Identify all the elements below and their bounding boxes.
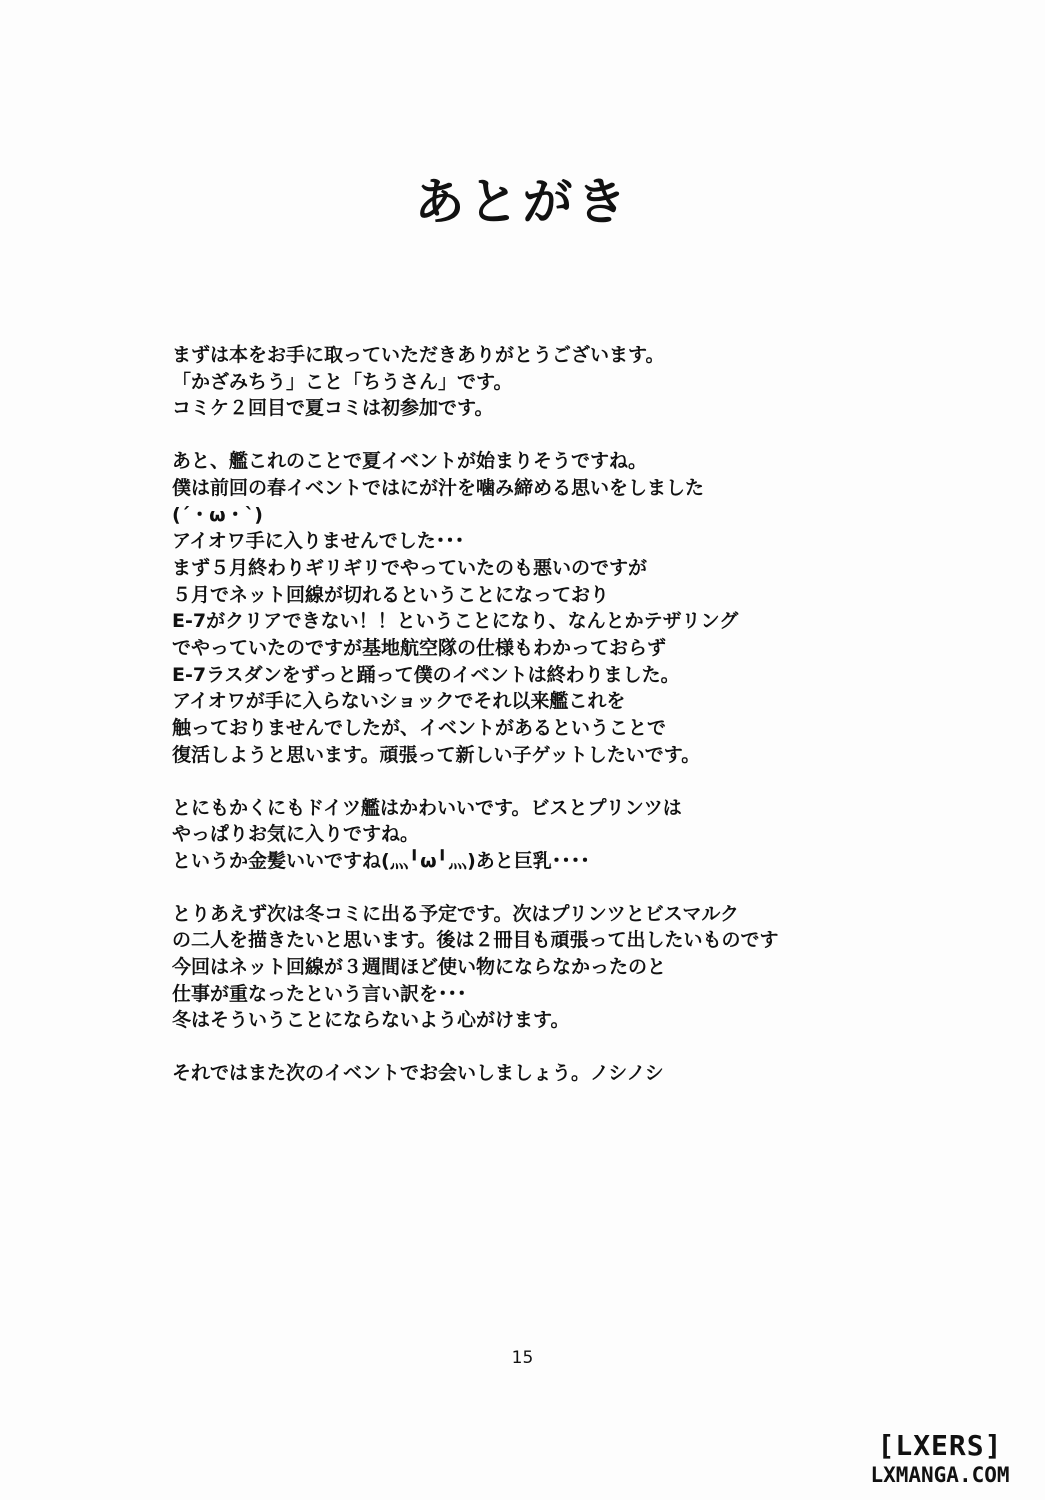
text-line: 冬はそういうことにならないよう心がけます。 <box>172 1009 570 1032</box>
paragraph-next-plans <box>172 901 872 1035</box>
text-line: E-7がクリアできない！！ということになり、なんとかテザリング <box>172 610 739 633</box>
text-line: というか金髪いいですね(灬╹ω╹灬)あと巨乳････ <box>172 849 590 872</box>
text-line: 「かざみちう」こと「ちうさん」です。 <box>172 370 513 393</box>
text-line: ５月でネット回線が切れるということになっており <box>172 583 610 606</box>
text-line: 今回はネット回線が３週間ほど使い物にならなかったのと <box>172 956 667 979</box>
text-line: まず５月終わりギリギリでやっていたのも悪いのですが <box>172 556 648 579</box>
paragraph-event <box>172 448 872 768</box>
watermark-url: LXMANGA.COM <box>870 1463 1010 1487</box>
text-line: アイオワが手に入らないショックでそれ以来艦これを <box>172 690 626 713</box>
text-line: 仕事が重なったという言い訳を･･･ <box>172 982 467 1005</box>
text-line: コミケ２回目で夏コミは初参加です。 <box>172 397 494 420</box>
text-line: あと、艦これのことで夏イベントが始まりそうですね。 <box>172 450 648 473</box>
page-number: 15 <box>511 1348 534 1368</box>
text-line: とにもかくにもドイツ艦はかわいいです。ビスとプリンツは <box>172 796 682 819</box>
text-line: でやっていたのですが基地航空隊の仕様もわかっておらず <box>172 637 667 660</box>
text-line: 復活しようと思います。頑張って新しい子ゲットしたいです。 <box>172 743 701 766</box>
paragraph-greeting <box>172 342 872 422</box>
text-line: の二人を描きたいと思います。後は２冊目も頑張って出したいものです <box>172 929 779 952</box>
text-line: とりあえず次は冬コミに出る予定です。次はプリンツとビスマルク <box>172 902 739 925</box>
text-line: やっぱりお気に入りですね。 <box>172 823 420 846</box>
text-line: アイオワ手に入りませんでした･･･ <box>172 530 465 553</box>
text-line: (´・ω・`) <box>172 503 263 526</box>
afterword-body <box>172 342 872 1113</box>
text-line: 触っておりませんでしたが、イベントがあるということで <box>172 717 667 740</box>
text-line: E-7ラスダンをずっと踊って僕のイベントは終わりました。 <box>172 663 680 686</box>
paragraph-german-ships <box>172 795 872 875</box>
text-line: 僕は前回の春イベントではにが汁を噛み締める思いをしました <box>172 476 705 499</box>
site-watermark <box>855 1430 1025 1488</box>
watermark-brand: [LXERS] <box>877 1429 1003 1462</box>
text-line: まずは本をお手に取っていただきありがとうございます。 <box>172 344 665 366</box>
text-line: それではまた次のイベントでお会いしましょう。ノシノシ <box>172 1062 664 1085</box>
page-title: あとがき <box>414 172 631 231</box>
paragraph-closing <box>172 1060 872 1087</box>
